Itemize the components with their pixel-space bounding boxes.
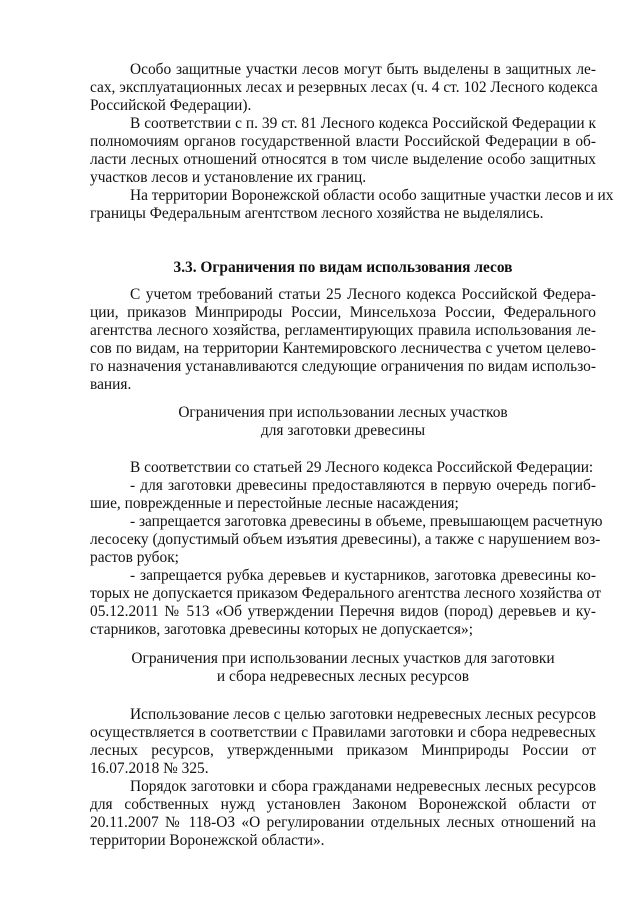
- paragraph-line: Особо защитные участки лесов могут быть выделены в защитных ле-: [130, 61, 596, 78]
- paragraph-line: лесных ресурсов, утвержденными приказом Минприроды России от: [90, 742, 596, 759]
- subheading-line: для заготовки древесины: [260, 422, 426, 439]
- paragraph-line: В соответствии с п. 39 ст. 81 Лесного кодекса Российской Федерации к: [130, 115, 596, 132]
- paragraph-line: участков лесов и установление их границ.: [90, 169, 367, 186]
- list-item-line: шие, поврежденные и перестойные лесные насаждения;: [90, 495, 459, 512]
- paragraph-line: 16.07.2018 № 325.: [90, 760, 209, 777]
- paragraph-line: сов по видам, на территории Кантемировского лесничества с учетом целево-: [90, 340, 596, 357]
- paragraph-line: Российской Федерации).: [90, 97, 252, 114]
- list-item-line: - запрещается заготовка древесины в объеме, превышающем расчетную: [130, 513, 603, 530]
- paragraph-line: вания.: [90, 376, 132, 393]
- subheading-line: и сбора недревесных лесных ресурсов: [216, 668, 470, 685]
- paragraph-line: полномочиям органов государственной власти Российской Федерации в об-: [90, 133, 596, 150]
- paragraph-line: 20.11.2007 № 118-ОЗ «О регулировании отдельных лесных отношений на: [90, 814, 596, 831]
- list-item-line: лесосеку (допустимый объем изъятия древесины), а также с нарушением воз-: [90, 531, 601, 548]
- subheading-line: Ограничения при использовании лесных участков: [178, 404, 508, 421]
- paragraph-line: В соответствии со статьей 29 Лесного кодекса Российской Федерации:: [130, 459, 594, 476]
- paragraph-line: ции, приказов Минприроды России, Минсельхоза России, Федерального: [90, 304, 596, 321]
- paragraph-line: Порядок заготовки и сбора гражданами недревесных лесных ресурсов: [130, 778, 596, 795]
- paragraph-line: агентства лесного хозяйства, регламентирующих правила использования ле-: [90, 322, 596, 339]
- list-item-line: растов рубок;: [90, 549, 179, 566]
- subheading-line: Ограничения при использовании лесных участков для заготовки: [131, 650, 555, 667]
- paragraph-line: сах, эксплуатационных лесах и резервных лесах (ч. 4 ст. 102 Лесного кодекса: [90, 79, 598, 96]
- list-item-line: - для заготовки древесины предоставляются в первую очередь погиб-: [130, 477, 596, 494]
- paragraph-line: С учетом требований статьи 25 Лесного кодекса Российской Федера-: [130, 286, 596, 303]
- list-item-line: - запрещается рубка деревьев и кустарников, заготовка древесины ко-: [130, 567, 596, 584]
- paragraph-line: для собственных нужд установлен Законом Воронежской области от: [90, 796, 596, 813]
- paragraph-line: го назначения устанавливаются следующие ограничения по видам использо-: [90, 358, 596, 375]
- paragraph-line: ласти лесных отношений относятся в том числе выделение особо защитных: [90, 151, 596, 168]
- section-heading: 3.3. Ограничения по видам использования лесов: [173, 259, 513, 276]
- list-item-line: торых не допускается приказом Федерального агентства лесного хозяйства от: [90, 585, 602, 602]
- list-item-line: 05.12.2011 № 513 «Об утверждении Перечня видов (пород) деревьев и ку-: [90, 603, 596, 620]
- list-item-line: старников, заготовка древесины которых не допускается»;: [90, 621, 473, 638]
- paragraph-line: Использование лесов с целью заготовки недревесных лесных ресурсов: [130, 706, 596, 723]
- paragraph-line: На территории Воронежской области особо защитные участки лесов и их: [130, 187, 614, 204]
- paragraph-line: осуществляется в соответствии с Правилами заготовки и сбора недревесных: [90, 724, 596, 741]
- paragraph-line: границы Федеральным агентством лесного хозяйства не выделялись.: [90, 205, 544, 222]
- paragraph-line: территории Воронежской области».: [90, 832, 325, 849]
